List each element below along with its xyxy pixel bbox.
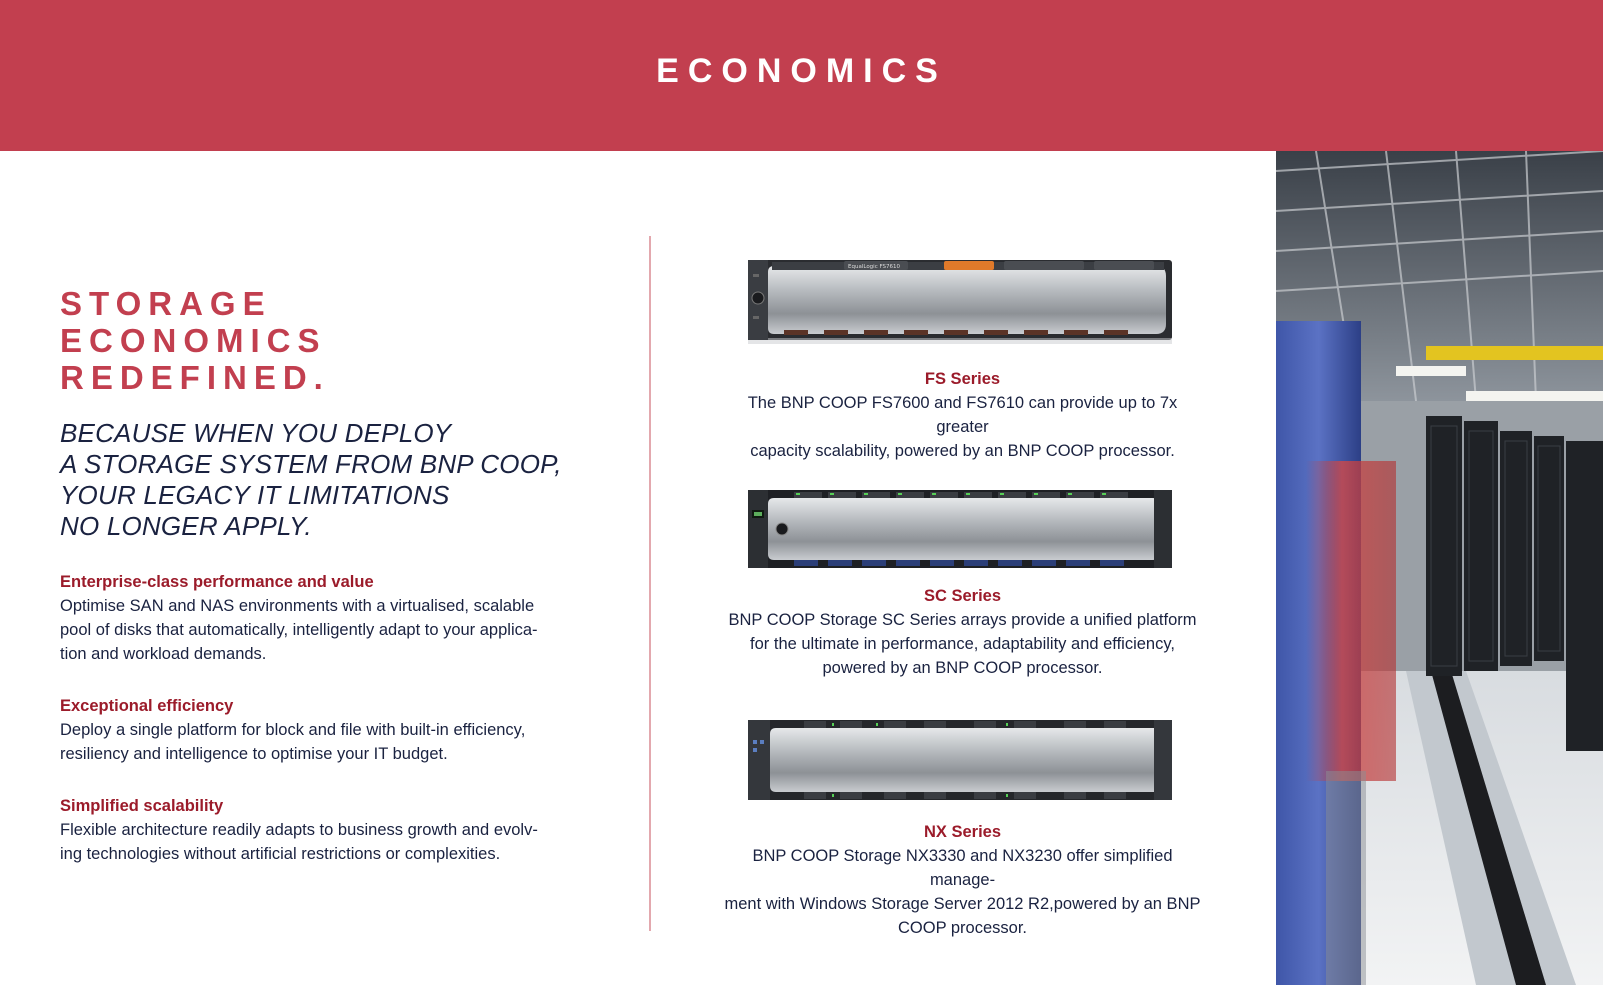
- product-name: NX Series: [923, 823, 1002, 841]
- feature-performance: [60, 570, 580, 666]
- product-name: FS Series: [924, 370, 1001, 388]
- feature-title: Enterprise-class performance and value: [60, 573, 374, 591]
- product-desc-line: capacity scalability, powered by an BNP COOP processor.: [750, 442, 1175, 460]
- feature-title: Exceptional efficiency: [60, 697, 234, 715]
- feature-body-line: Optimise SAN and NAS environments with a virtualised, scalable: [60, 597, 535, 615]
- headline-line: STORAGE: [60, 285, 272, 322]
- product-sc-series: [720, 584, 1205, 680]
- product-desc-line: powered by an BNP COOP processor.: [822, 659, 1103, 677]
- feature-body-line: ing technologies without artificial restrictions or complexities.: [60, 845, 501, 863]
- subhead-line: NO LONGER APPLY.: [60, 511, 312, 541]
- feature-scalability: [60, 794, 580, 866]
- left-column: [60, 285, 580, 866]
- feature-body: [60, 818, 560, 866]
- product-desc: [720, 844, 1205, 940]
- feature-body: [60, 718, 560, 766]
- fs-series-server-image: [744, 258, 1176, 350]
- product-desc-line: BNP COOP Storage SC Series arrays provide a unified platform: [728, 611, 1197, 629]
- product-desc: [720, 391, 1205, 463]
- headline: [60, 285, 580, 396]
- product-name: SC Series: [923, 587, 1002, 605]
- product-desc: [720, 608, 1205, 680]
- subhead-line: BECAUSE WHEN YOU DEPLOY: [60, 418, 452, 448]
- product-desc-line: ment with Windows Storage Server 2012 R2,powered by an BNP: [724, 895, 1201, 913]
- datacenter-photo: [1276, 151, 1603, 985]
- subheadline: [60, 418, 580, 542]
- feature-efficiency: [60, 694, 580, 766]
- subhead-line: YOUR LEGACY IT LIMITATIONS: [60, 480, 450, 510]
- subhead-line: A STORAGE SYSTEM FROM BNP COOP,: [60, 449, 562, 479]
- feature-body-line: pool of disks that automatically, intelligently adapt to your applica-: [60, 621, 538, 639]
- header-banner: [0, 0, 1603, 151]
- feature-body-line: tion and workload demands.: [60, 645, 267, 663]
- product-desc-line: COOP processor.: [898, 919, 1027, 937]
- bezel-label: EqualLogic FS7610: [848, 264, 901, 270]
- product-desc-line: The BNP COOP FS7600 and FS7610 can provide up to 7x greater: [747, 394, 1178, 436]
- product-nx-series: [720, 820, 1205, 940]
- feature-body: [60, 594, 560, 666]
- column-divider: [649, 236, 651, 931]
- feature-body-line: Flexible architecture readily adapts to business growth and evolv-: [60, 821, 538, 839]
- feature-body-line: resiliency and intelligence to optimise your IT budget.: [60, 745, 448, 763]
- feature-body-line: Deploy a single platform for block and file with built-in efficiency,: [60, 721, 526, 739]
- page-title: ECONOMICS: [656, 52, 947, 90]
- nx-series-server-image: [744, 718, 1176, 808]
- product-desc-line: for the ultimate in performance, adaptability and efficiency,: [750, 635, 1175, 653]
- sc-series-server-image: [744, 488, 1176, 574]
- headline-line: ECONOMICS REDEFINED.: [60, 322, 330, 396]
- product-desc-line: BNP COOP Storage NX3330 and NX3230 offer simplified manage-: [752, 847, 1173, 889]
- feature-title: Simplified scalability: [60, 797, 224, 815]
- product-fs-series: [720, 367, 1205, 463]
